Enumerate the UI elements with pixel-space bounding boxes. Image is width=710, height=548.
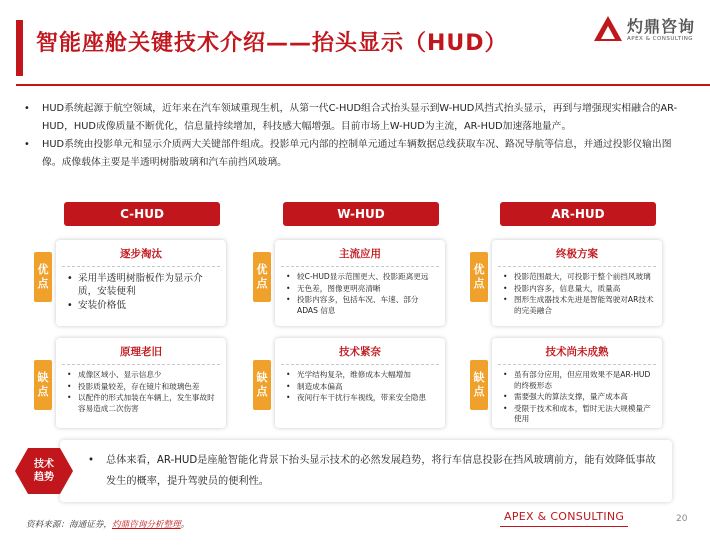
page-title: 智能座舱关键技术介绍——抬头显示（HUD） bbox=[36, 31, 508, 56]
c-hud-pros-card bbox=[56, 240, 226, 326]
list-item: • 虽有部分应用，但应用效果不是AR-HUD的终极形态 bbox=[514, 370, 656, 391]
page-number: 20 bbox=[676, 514, 688, 524]
list-item: • 受限于技术和成本，暂时无法大规模量产使用 bbox=[514, 404, 656, 425]
title-divider bbox=[16, 84, 710, 86]
card-title: 逐步淘汰 bbox=[120, 248, 162, 260]
list-item: • 光学结构复杂，维修成本大幅增加 bbox=[297, 370, 439, 381]
source-prefix: 资料来源：海通证券， bbox=[26, 520, 112, 530]
column-header-c-hud: C-HUD bbox=[64, 202, 220, 226]
list-item: • 夜间行车干扰行车视线，带来安全隐患 bbox=[297, 393, 439, 404]
w-hud-pros-card bbox=[275, 240, 445, 326]
card-title: 技术尚未成熟 bbox=[545, 346, 609, 358]
footer-brand: APEX & CONSULTING bbox=[504, 510, 625, 523]
bullet-dot: • bbox=[88, 455, 95, 466]
pros-tag: 优 点 bbox=[470, 252, 488, 302]
list-item: • 制造成本偏高 bbox=[297, 382, 439, 393]
cons-tag: 缺 点 bbox=[253, 360, 271, 410]
list-item: • 投影范围最大，可投影于整个前挡风玻璃 bbox=[514, 272, 656, 283]
list-item: • 采用半透明树脂板作为显示介质，安装便利 bbox=[78, 272, 220, 298]
ar-hud-pros-card bbox=[492, 240, 662, 326]
logo-name: 灼鼎咨询 bbox=[627, 17, 696, 36]
source-highlight: 灼鼎咨询分析整理 bbox=[111, 520, 181, 530]
cons-tag: 缺 点 bbox=[34, 360, 52, 410]
column-header-ar-hud: AR-HUD bbox=[500, 202, 656, 226]
trend-label: 技术 趋势 bbox=[34, 459, 54, 483]
logo-triangle-icon bbox=[593, 14, 623, 44]
ar-hud-cons-card bbox=[492, 338, 662, 428]
list-item: • 较C-HUD显示范围更大、投影距离更远 bbox=[297, 272, 439, 283]
list-item: • 需要强大的算法支撑，量产成本高 bbox=[514, 392, 656, 403]
trend-box bbox=[60, 440, 672, 502]
trend-content: 总体来看，AR-HUD是座舱智能化背景下抬头显示技术的必然发展趋势，将行车信息投影在挡风玻璃前方，能有效降低事故发生的概率，提升驾驶员的便利性。 bbox=[106, 455, 656, 487]
footer-underline bbox=[500, 526, 628, 527]
list-item: • 安装价格低 bbox=[78, 299, 220, 312]
c-hud-cons-card bbox=[56, 338, 226, 428]
cons-tag: 缺 点 bbox=[470, 360, 488, 410]
list-item: • 以配件的形式加装在车辆上，发生事故时容易造成二次伤害 bbox=[78, 393, 220, 414]
pros-tag: 优 点 bbox=[253, 252, 271, 302]
company-logo bbox=[593, 14, 703, 48]
trend-badge bbox=[14, 446, 74, 496]
card-title: 技术紧奈 bbox=[339, 346, 381, 358]
source-suffix: 。 bbox=[180, 520, 190, 530]
card-title: 原理老旧 bbox=[120, 346, 162, 358]
list-item: • 投影内容多，包括车况、车速、部分 ADAS 信息 bbox=[297, 295, 439, 316]
list-item: • 图形生成器技术先进是智能驾驶对AR技术的完美融合 bbox=[514, 295, 656, 316]
intro-bullet: • HUD系统由投影单元和显示介质两大关键部件组成。投影单元内部的控制单元通过车辆数据总线获取车况、路况导航等信息，并通过投影仪输出图像。成像载体主要是半透明树脂玻璃和汽车前挡风玻璃。 bbox=[24, 136, 684, 172]
list-item: • 成像区域小、显示信息少 bbox=[78, 370, 220, 381]
column-header-w-hud: W-HUD bbox=[283, 202, 439, 226]
w-hud-cons-card bbox=[275, 338, 445, 428]
logo-subtitle: APEX & CONSULTING bbox=[627, 36, 694, 42]
source-note bbox=[26, 518, 189, 530]
list-item: • 无色差，图像更明亮清晰 bbox=[297, 284, 439, 295]
card-title: 主流应用 bbox=[339, 248, 381, 260]
title-accent-bar bbox=[16, 20, 23, 76]
pros-tag: 优 点 bbox=[34, 252, 52, 302]
list-item: • 投影质量较差，存在镜片和玻璃色差 bbox=[78, 382, 220, 393]
card-title: 终极方案 bbox=[556, 248, 598, 260]
trend-text bbox=[88, 450, 656, 492]
intro-bullet: • HUD系统起源于航空领域，近年来在汽车领域重现生机，从第一代C-HUD组合式抬头显示到W-HUD风挡式抬头显示，再到与增强现实相融合的AR-HUD，HUD成像质量不断优化，信息量持续增加，科技感大幅增强。目前市场上W-HUD为主流，AR-HUD加速落地量产。 bbox=[24, 100, 684, 136]
list-item: • 投影内容多，信息量大，质量高 bbox=[514, 284, 656, 295]
intro-bullets bbox=[24, 100, 684, 172]
